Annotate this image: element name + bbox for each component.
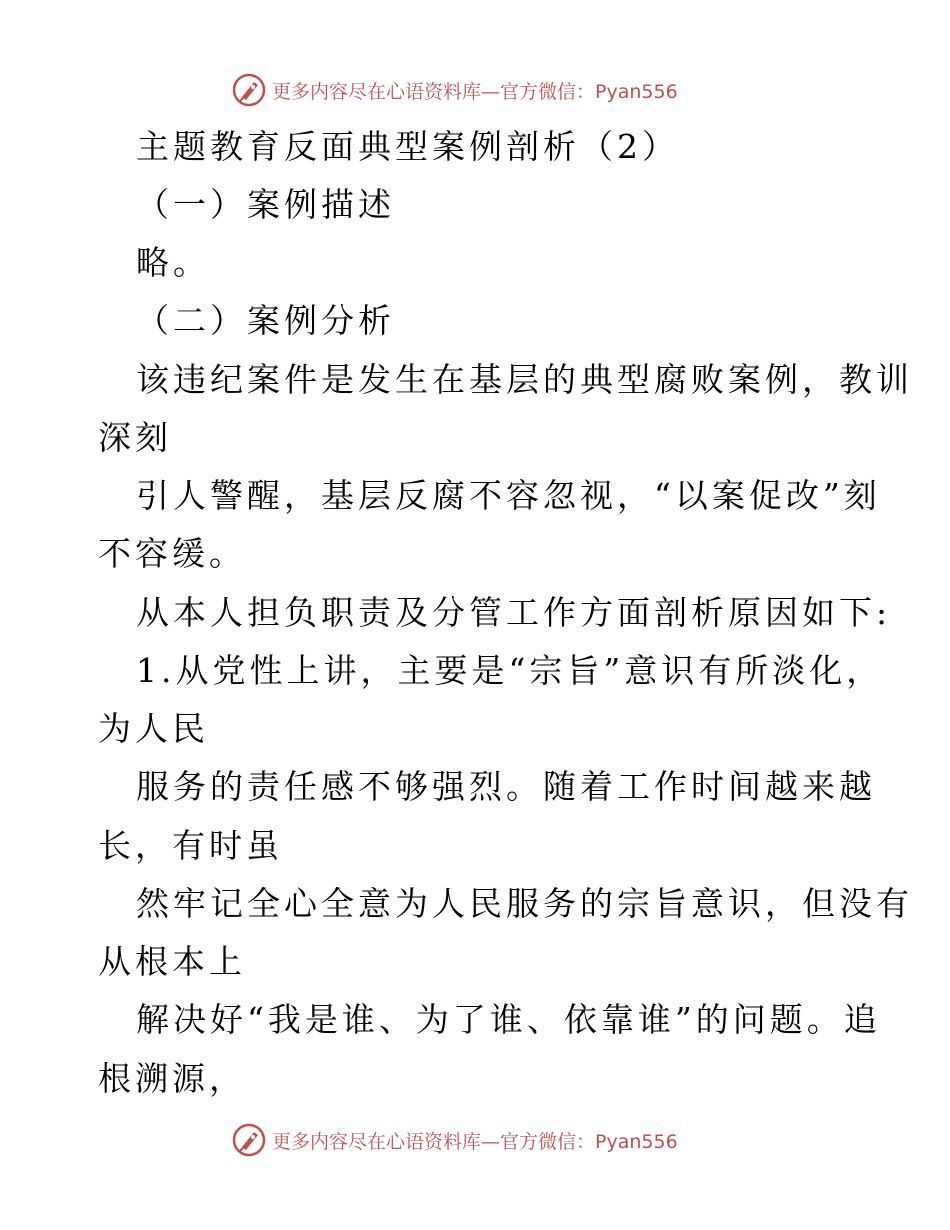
pen-logo-icon — [232, 1123, 266, 1157]
document-title: 主题教育反面典型案例剖析（2） — [136, 127, 679, 166]
paragraph-line: 长，有时虽 — [98, 826, 283, 865]
header-watermark — [232, 72, 732, 108]
paragraph-line: 解决好“我是谁、为了谁、依靠谁”的问题。追 — [136, 1000, 881, 1039]
watermark-text: 更多内容尽在心语资料库—官方微信：Pyan556 — [272, 80, 678, 103]
paragraph-line: 根溯源， — [98, 1059, 246, 1098]
paragraph-line: 从根本上 — [98, 942, 246, 981]
section-heading: （二）案例分析 — [136, 301, 395, 340]
watermark-text: 更多内容尽在心语资料库—官方微信：Pyan556 — [272, 1130, 678, 1153]
paragraph-line: 为人民 — [98, 709, 209, 748]
paragraph-line: 然牢记全心全意为人民服务的宗旨意识，但没有 — [136, 884, 913, 923]
footer-watermark — [232, 1122, 732, 1158]
paragraph-line: 该违纪案件是发生在基层的典型腐败案例，教训 — [136, 360, 913, 399]
paragraph-line: 引人警醒，基层反腐不容忽视，“以案促改”刻 — [136, 476, 881, 515]
paragraph-line: 不容缓。 — [98, 534, 246, 573]
paragraph-line: 从本人担负职责及分管工作方面剖析原因如下: — [136, 593, 892, 632]
pen-logo-icon — [232, 73, 266, 107]
section-heading: （一）案例描述 — [136, 185, 395, 224]
paragraph-line: 深刻 — [98, 418, 172, 457]
paragraph-line: 略。 — [136, 243, 210, 282]
paragraph-line: 服务的责任感不够强烈。随着工作时间越来越 — [136, 767, 876, 806]
paragraph-line: 1.从党性上讲，主要是“宗旨”意识有所淡化， — [136, 651, 884, 690]
